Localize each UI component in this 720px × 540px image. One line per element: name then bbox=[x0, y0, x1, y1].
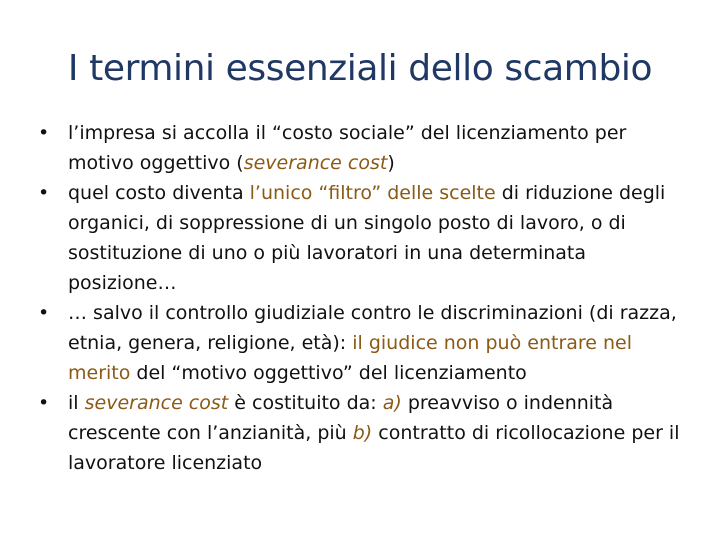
bullet-text bbox=[68, 302, 677, 384]
bullet-text bbox=[68, 182, 665, 294]
bullet-text bbox=[68, 122, 626, 174]
bullet-marker: • bbox=[38, 392, 50, 414]
bullet-marker: • bbox=[38, 182, 50, 204]
text-segment: preavviso o indennità crescente con l’anzianità, più bbox=[68, 392, 614, 444]
text-segment: ) bbox=[387, 152, 395, 174]
text-segment: del “motivo oggettivo” del licenziamento bbox=[130, 362, 527, 384]
bullet-marker: • bbox=[38, 122, 50, 144]
highlighted-text: a) bbox=[382, 392, 402, 414]
highlighted-text: l’unico “filtro” delle scelte bbox=[249, 182, 496, 204]
highlighted-text: il giudice non può entrare nel merito bbox=[68, 332, 633, 384]
text-segment: … salvo il controllo giudiziale contro le discriminazioni (di razza, etnia, genera, religione, età): bbox=[68, 302, 677, 354]
text-segment: contratto di ricollocazione per il lavoratore licenziato bbox=[68, 422, 680, 474]
bullet-item bbox=[0, 178, 720, 298]
bullet-item bbox=[0, 298, 720, 388]
bullet-marker: • bbox=[38, 302, 50, 324]
text-segment: quel costo diventa bbox=[68, 182, 250, 204]
bullet-list bbox=[0, 118, 720, 478]
text-segment: l’impresa si accolla il “costo sociale” del licenziamento per motivo oggettivo ( bbox=[68, 122, 627, 174]
highlighted-text: b) bbox=[352, 422, 373, 444]
text-segment: di riduzione degli organici, di soppressione di un singolo posto di lavoro, o di sostituzione di uno o più lavoratori in una determinata posizione… bbox=[68, 182, 666, 294]
text-segment: il bbox=[68, 392, 85, 414]
bullet-item bbox=[0, 118, 720, 178]
bullet-text bbox=[68, 392, 679, 474]
bullet-item bbox=[0, 388, 720, 478]
highlighted-text: severance cost bbox=[84, 392, 229, 414]
highlighted-text: severance cost bbox=[243, 152, 388, 174]
text-segment: è costituito da: bbox=[228, 392, 383, 414]
slide-title: I termini essenziali dello scambio bbox=[67, 48, 653, 89]
